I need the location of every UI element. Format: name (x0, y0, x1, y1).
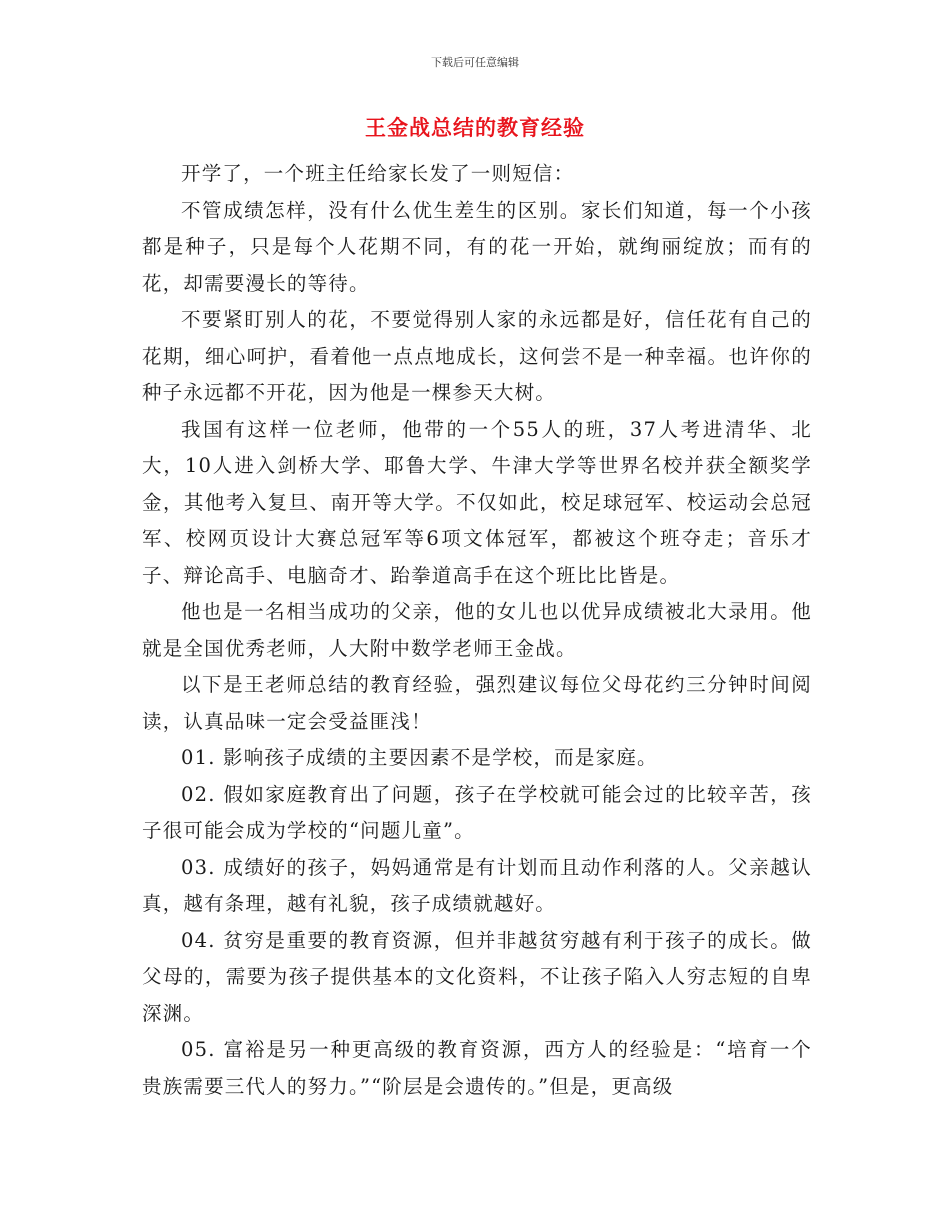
paragraph: 我国有这样一位老师，他带的一个55人的班，37人考进清华、北大，10人进入剑桥大学、耶鲁大学、牛津大学等世界名校并获全额奖学金，其他考入复旦、南开等大学。不仅如此，校足球冠军、校运动会总冠军、校网页设计大赛总冠军等6项文体冠军，都被这个班夺走；音乐才子、辩论高手、电脑奇才、跆拳道高手在这个班比比皆是。 (142, 417, 812, 587)
list-item-05: 05. 富裕是另一种更高级的教育资源，西方人的经验是：“培育一个贵族需要三代人的努力。”“阶层是会遗传的。”但是，更高级 (142, 1038, 812, 1098)
list-item-01: 01. 影响孩子成绩的主要因素不是学校，而是家庭。 (181, 746, 658, 769)
paragraph: 他也是一名相当成功的父亲，他的女儿也以优异成绩被北大录用。他就是全国优秀老师，人大附中数学老师王金战。 (142, 600, 812, 660)
paragraph: 不管成绩怎样，没有什么优生差生的区别。家长们知道，每一个小孩都是种子，只是每个人花期不同，有的花一开始，就绚丽绽放；而有的花，却需要漫长的等待。 (142, 198, 812, 295)
paragraph: 以下是王老师总结的教育经验，强烈建议每位父母花约三分钟时间阅读，认真品味一定会受益匪浅！ (142, 673, 812, 733)
document-body (142, 156, 812, 1105)
list-item-04: 04. 贫穷是重要的教育资源，但并非越贫穷越有利于孩子的成长。做父母的，需要为孩子提供基本的文化资料，不让孩子陷入人穷志短的自卑深渊。 (142, 928, 812, 1025)
paragraph: 开学了，一个班主任给家长发了一则短信： (181, 162, 575, 185)
paragraph: 不要紧盯别人的花，不要觉得别人家的永远都是好，信任花有自己的花期，细心呵护，看着他一点点地成长，这何尝不是一种幸福。也许你的种子永远都不开花，因为他是一棵参天大树。 (142, 308, 812, 404)
header-note: 下载后可任意编辑 (431, 56, 519, 69)
list-item-02: 02. 假如家庭教育出了问题，孩子在学校就可能会过的比较辛苦，孩子很可能会成为学校的“问题儿童”。 (142, 782, 812, 842)
document-title: 王金战总结的教育经验 (365, 116, 585, 140)
list-item-03: 03. 成绩好的孩子，妈妈通常是有计划而且动作利落的人。父亲越认真，越有条理，越有礼貌，孩子成绩就越好。 (142, 855, 812, 915)
